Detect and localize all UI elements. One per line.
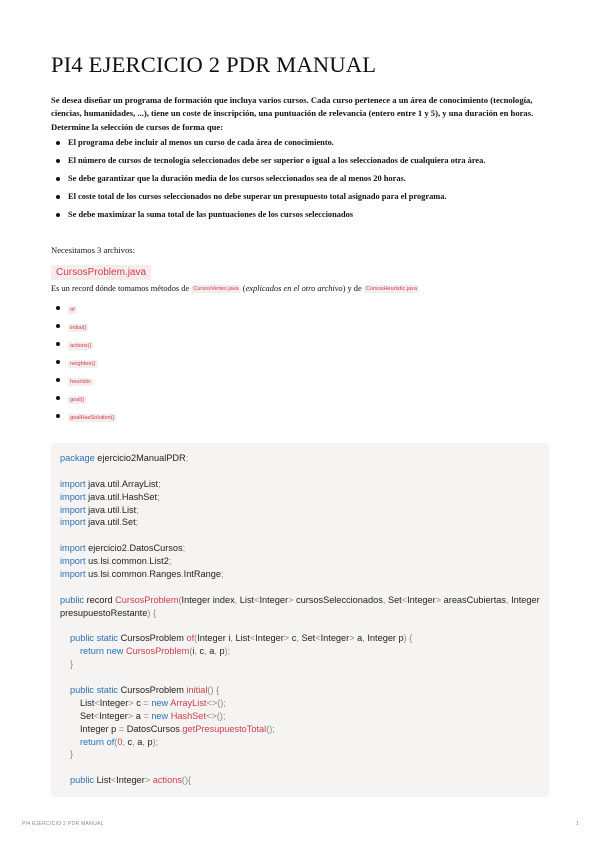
code-token: (	[189, 646, 193, 657]
code-token: getPresupuestoTotal	[182, 723, 267, 734]
requirement-item: El coste total de los cursos seleccionados no debe superar un presupuesto total asignado para el programa.	[51, 191, 551, 209]
code-token: ,	[142, 736, 145, 747]
code-token: DatosCursos	[129, 543, 183, 554]
code-token: .	[109, 556, 112, 567]
code-token: a	[206, 646, 215, 657]
method-item	[51, 356, 116, 374]
code-token: .	[97, 569, 101, 580]
code-token: a	[354, 633, 363, 644]
code-token: ;	[158, 478, 161, 489]
code-token: a	[133, 710, 144, 721]
code-token: ;	[157, 491, 160, 502]
code-token: =	[143, 710, 149, 721]
code-line	[60, 594, 540, 607]
code-token: HashSet	[170, 710, 206, 721]
code-token: (	[178, 594, 182, 605]
code-token: .	[109, 569, 112, 580]
code-line	[60, 723, 540, 736]
code-token: public	[70, 685, 95, 696]
page-number: 1	[576, 821, 580, 827]
code-token: ;	[136, 504, 139, 515]
code-token: }	[70, 659, 74, 670]
method-item	[51, 320, 116, 338]
code-token: =	[143, 697, 149, 708]
method-item	[51, 392, 116, 410]
code-token: util	[107, 478, 120, 489]
code-token: ;	[168, 556, 172, 567]
inline-code-heuristic: CursosHeuristic.java	[365, 286, 418, 292]
code-line	[60, 568, 540, 581]
code-line	[60, 478, 540, 491]
code-token: CursosProblem	[118, 685, 187, 696]
code-token: (){	[181, 775, 192, 786]
code-token: new	[151, 710, 169, 721]
code-token: )	[147, 607, 151, 618]
code-token: .	[104, 491, 108, 502]
files-needed-text: Necesitamos 3 archivos:	[51, 245, 136, 255]
code-token: .	[146, 556, 150, 567]
code-token: import	[60, 478, 86, 489]
code-token: .	[146, 569, 150, 580]
code-token: new	[151, 697, 169, 708]
code-token: presupuestoRestante	[60, 607, 148, 618]
code-token: ;	[185, 453, 189, 463]
code-token: ,	[230, 633, 233, 644]
code-token: ,	[382, 594, 386, 605]
code-token: IntRange	[183, 569, 221, 580]
code-line-empty	[60, 465, 540, 478]
method-code: heuristic	[70, 379, 91, 385]
code-token: ,	[204, 646, 207, 657]
code-token: Set	[298, 633, 316, 644]
code-token: .	[119, 504, 122, 515]
requirement-item: Se debe maximizar la suma total de las puntuaciones de los cursos seleccionados	[51, 209, 551, 227]
method-code: actions()	[70, 343, 92, 349]
code-token: List	[94, 775, 111, 786]
code-token: Integer	[99, 710, 128, 721]
code-token: ,	[194, 646, 197, 657]
code-token: initial	[186, 685, 208, 696]
code-token: Integer p	[80, 723, 119, 734]
method-code: of	[70, 307, 75, 313]
code-token: List2	[149, 556, 169, 567]
code-token: c	[196, 646, 205, 657]
code-token: <	[315, 633, 321, 644]
code-token: List	[121, 504, 137, 515]
code-token: .	[181, 569, 184, 580]
code-token: ,	[122, 736, 125, 747]
code-token: import	[60, 556, 86, 567]
code-token: public	[60, 594, 85, 605]
desc-text: ) y de	[342, 284, 364, 293]
code-token: {	[213, 685, 220, 696]
code-token: 0	[117, 736, 123, 747]
code-token: Integer	[116, 775, 145, 786]
code-token: Integer index	[181, 594, 235, 605]
requirement-item: El programa debe incluir al menos un curso de cada área de conocimiento.	[51, 137, 551, 155]
code-token: DatosCursos	[124, 723, 180, 734]
code-token: cursosSeleccionados	[293, 594, 383, 605]
code-token: .	[119, 491, 122, 502]
code-token: public	[70, 633, 95, 644]
code-token: Integer	[407, 594, 436, 605]
code-token: List	[232, 633, 250, 644]
code-line	[60, 491, 540, 504]
code-token: <	[94, 697, 100, 708]
code-token: .	[97, 556, 101, 567]
code-token: Integer i	[197, 633, 231, 644]
code-token: return	[80, 736, 105, 747]
code-token: common	[111, 556, 147, 567]
requirement-item: Se debe garantizar que la duración media de los cursos seleccionados sea de al menos 20 horas.	[51, 173, 551, 191]
code-token: >	[435, 594, 442, 605]
code-line	[60, 516, 540, 529]
code-line-empty	[60, 581, 540, 594]
code-token: List	[237, 594, 255, 605]
code-line-empty	[60, 529, 540, 542]
file-description	[51, 284, 419, 293]
code-token: Set	[80, 710, 94, 721]
method-item	[51, 374, 116, 392]
code-line-empty	[60, 620, 540, 633]
code-token: ;	[135, 517, 139, 528]
code-token: java	[85, 491, 105, 502]
code-token: ejercicio2ManualPDR	[94, 453, 186, 463]
code-line-empty	[60, 671, 540, 684]
code-token: {	[406, 633, 413, 644]
code-line	[60, 607, 540, 620]
code-token: )	[403, 633, 407, 644]
code-token: return	[80, 646, 105, 657]
code-token: static	[96, 633, 119, 644]
code-token: );	[152, 736, 159, 747]
code-token: HashSet	[121, 491, 158, 502]
code-token: >	[144, 775, 151, 786]
code-token: (	[194, 633, 198, 644]
code-token: .	[126, 543, 130, 554]
code-token: ();	[266, 723, 275, 734]
code-token: ejercicio2	[85, 543, 127, 554]
code-token: (	[114, 736, 118, 747]
code-token: Ranges	[149, 569, 182, 580]
code-token: CursosProblem	[126, 646, 190, 657]
page-title: PI4 EJERCICIO 2 PDR MANUAL	[51, 52, 377, 77]
code-token: import	[60, 517, 86, 528]
code-token: <	[401, 594, 408, 605]
code-token: ,	[296, 633, 299, 644]
code-token: Integer	[259, 594, 289, 605]
code-token: Integer	[99, 697, 129, 708]
code-token: c	[125, 736, 133, 747]
code-token: lsi	[100, 569, 110, 580]
method-code: initial()	[70, 325, 87, 331]
code-token: Set	[121, 517, 136, 528]
code-token: =	[118, 723, 125, 734]
code-token: ()	[207, 685, 214, 696]
code-token: <	[254, 594, 260, 605]
code-token: ;	[182, 543, 186, 554]
code-line	[60, 736, 540, 749]
code-token: ArrayList	[170, 697, 207, 708]
code-token: package	[60, 453, 95, 463]
code-line-empty	[60, 761, 540, 774]
code-token: p	[216, 646, 225, 657]
code-token: ,	[132, 736, 135, 747]
code-token: p	[144, 736, 153, 747]
code-token: >	[349, 633, 355, 644]
code-token: List	[80, 697, 95, 708]
code-token: us	[85, 569, 98, 580]
code-token: .	[104, 478, 108, 489]
file-name-tag: CursosProblem.java	[51, 265, 151, 280]
code-token: import	[60, 491, 86, 502]
method-item	[51, 302, 116, 320]
code-line	[60, 697, 540, 710]
intro-paragraph: Se desea diseñar un programa de formación que incluya varios cursos. Cada curso pertenece a un área de conocimiento (tecnología, ciencias, humanidades, ...), tiene un coste de inscripción, una puntuación de relevancia (entero entre 1 y 5), y una duración en horas. Determine la selección de cursos de forma que:	[51, 95, 534, 132]
method-code: neighbor()	[70, 361, 96, 367]
code-token: );	[224, 646, 231, 657]
code-line	[60, 710, 540, 723]
code-token: common	[111, 569, 147, 580]
code-token: import	[60, 504, 86, 515]
code-token: a	[134, 736, 143, 747]
code-block	[51, 443, 549, 797]
desc-text: Es un record dónde tomamos métodos de	[51, 284, 192, 293]
code-token: lsi	[100, 556, 110, 567]
code-token: c	[289, 633, 297, 644]
code-token: i	[192, 646, 195, 657]
code-token: .	[119, 517, 122, 528]
method-item	[51, 338, 116, 356]
footer-title: PI4 EJERCICIO 2 PDR MANUAL	[22, 821, 104, 827]
code-token: import	[60, 543, 86, 554]
code-token: ,	[214, 646, 217, 657]
desc-text: (	[240, 284, 246, 293]
code-token: >	[288, 594, 294, 605]
code-token: ArrayList	[121, 478, 159, 489]
code-token: .	[179, 723, 183, 734]
code-token: >	[283, 633, 290, 644]
code-lines	[60, 452, 540, 787]
code-token: new	[106, 646, 124, 657]
code-token: <>();	[206, 697, 226, 708]
desc-italic: explicados en el otro archivo	[245, 284, 343, 293]
code-token: {	[150, 607, 157, 618]
requirements-list	[51, 137, 551, 227]
code-line	[60, 748, 540, 761]
code-token: >	[127, 710, 134, 721]
code-token: c	[133, 697, 144, 708]
code-line	[60, 504, 540, 517]
code-line	[60, 452, 540, 465]
code-token: Integer p	[364, 633, 404, 644]
code-token: CursosProblem	[118, 633, 187, 644]
code-token: util	[107, 517, 120, 528]
code-line	[60, 542, 540, 555]
method-code: goal()	[70, 397, 85, 403]
inline-code-vertex: CursosVertex.java	[193, 286, 239, 292]
code-token: .	[104, 517, 108, 528]
code-token: Integer	[320, 633, 350, 644]
code-token: areasCubiertas	[441, 594, 506, 605]
code-line	[60, 774, 540, 787]
code-token: ,	[362, 633, 365, 644]
code-token: .	[104, 504, 108, 515]
code-token: util	[107, 491, 120, 502]
code-token: public	[70, 775, 95, 786]
requirement-item: El número de cursos de tecnología seleccionados debe ser superior o igual a los seleccionados de cualquiera otra área.	[51, 155, 551, 173]
code-token: static	[96, 685, 119, 696]
method-code: goalHasSolution()	[70, 415, 115, 421]
code-token: ;	[220, 569, 224, 580]
methods-list	[51, 302, 116, 428]
code-token: ,	[505, 594, 509, 605]
code-token: of	[106, 736, 115, 747]
code-token: util	[107, 504, 120, 515]
code-token: java	[85, 517, 105, 528]
code-token: >	[128, 697, 134, 708]
method-item	[51, 410, 116, 428]
code-token: Integer	[508, 594, 540, 605]
code-token: .	[119, 478, 122, 489]
code-token: }	[70, 749, 74, 760]
code-token: CursosProblem	[115, 594, 179, 605]
code-token: Set	[385, 594, 402, 605]
code-line	[60, 632, 540, 645]
code-line	[60, 645, 540, 658]
code-token: <>();	[205, 710, 226, 721]
code-token: Integer	[255, 633, 284, 644]
code-token: actions	[152, 775, 182, 786]
code-token: java	[85, 478, 105, 489]
code-token: record	[84, 594, 116, 605]
code-line	[60, 658, 540, 671]
code-token: <	[249, 633, 256, 644]
code-token: of	[186, 633, 195, 644]
code-token: ,	[234, 594, 238, 605]
code-token: import	[60, 569, 86, 580]
code-token: us	[85, 556, 98, 567]
code-line	[60, 684, 540, 697]
code-token: <	[93, 710, 100, 721]
code-token: java	[85, 504, 105, 515]
code-line	[60, 555, 540, 568]
code-token: <	[110, 775, 117, 786]
